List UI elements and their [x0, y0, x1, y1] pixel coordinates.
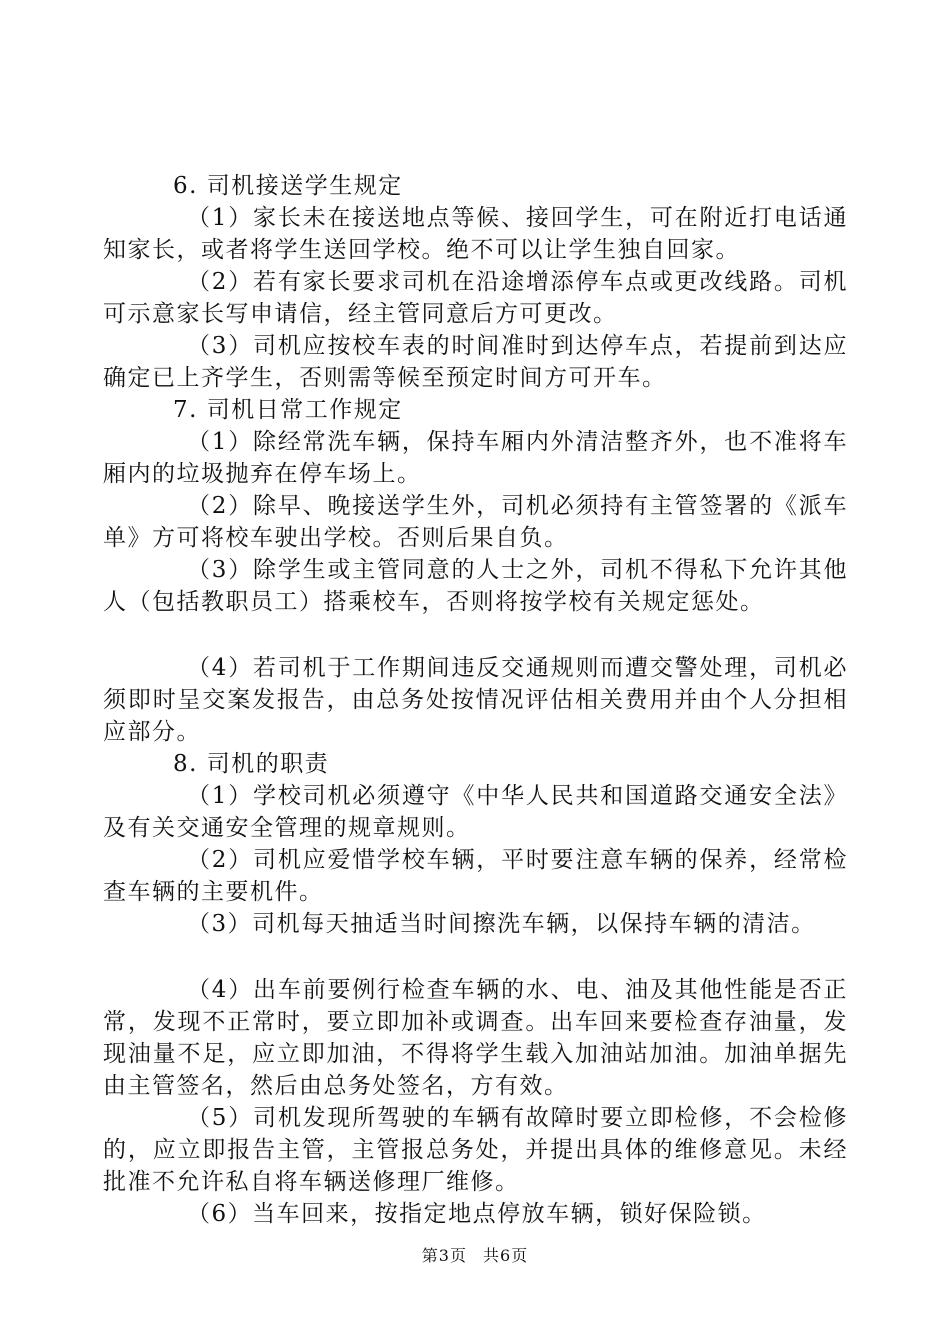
section-heading-7: 7. 司机日常工作规定 [173, 397, 403, 423]
paragraph-7-4: （4）若司机于工作期间违反交通规则而遭交警处理，司机必须即时呈交案发报告，由总务处按情况评估相关费用并由个人分担相应部分。 [103, 655, 848, 745]
paragraph-7-2: （2）除早、晚接送学生外，司机必须持有主管签署的《派车单》方可将校车驶出学校。否则后果自负。 [103, 493, 848, 551]
paragraph-8-3: （3）司机每天抽适当时间擦洗车辆，以保持车辆的清洁。 [187, 911, 816, 937]
paragraph-7-3: （3）除学生或主管同意的人士之外，司机不得私下允许其他人（包括教职员工）搭乘校车，否则将按学校有关规定惩处。 [103, 557, 848, 615]
document-body [103, 170, 848, 1230]
paragraph-6-2: （2）若有家长要求司机在沿途增添停车点或更改线路。司机可示意家长写申请信，经主管同意后方可更改。 [103, 269, 848, 327]
paragraph-8-2: （2）司机应爱惜学校车辆，平时要注意车辆的保养，经常检查车辆的主要机件。 [103, 847, 848, 905]
section-heading-8: 8. 司机的职责 [173, 751, 330, 777]
paragraph-7-1: （1）除经常洗车辆，保持车厢内外清洁整齐外，也不准将车厢内的垃圾抛弃在停车场上。 [103, 429, 848, 487]
paragraph-8-4: （4）出车前要例行检查车辆的水、电、油及其他性能是否正常，发现不正常时，要立即加补或调查。出车回来要检查存油量，发现油量不足，应立即加油，不得将学生载入加油站加油。加油单据先由主管签名，然后由总务处签名，方有效。 [103, 977, 848, 1099]
page-number: 第3页 [421, 1246, 467, 1265]
page-total: 共6页 [483, 1246, 529, 1265]
paragraph-8-5: （5）司机发现所驾驶的车辆有故障时要立即检修，不会检修的，应立即报告主管，主管报总务处，并提出具体的维修意见。未经批准不允许私自将车辆送修理厂维修。 [103, 1105, 848, 1195]
paragraph-6-1: （1）家长未在接送地点等候、接回学生，可在附近打电话通知家长，或者将学生送回学校。绝不可以让学生独自回家。 [103, 205, 848, 263]
section-heading-6: 6. 司机接送学生规定 [173, 173, 403, 199]
paragraph-8-1: （1）学校司机必须遵守《中华人民共和国道路交通安全法》及有关交通安全管理的规章规则。 [103, 783, 848, 841]
paragraph-6-3: （3）司机应按校车表的时间准时到达停车点，若提前到达应确定已上齐学生，否则需等候至预定时间方可开车。 [103, 333, 848, 391]
paragraph-8-6: （6）当车回来，按指定地点停放车辆，锁好保险锁。 [187, 1201, 767, 1227]
page-footer [0, 1243, 950, 1266]
